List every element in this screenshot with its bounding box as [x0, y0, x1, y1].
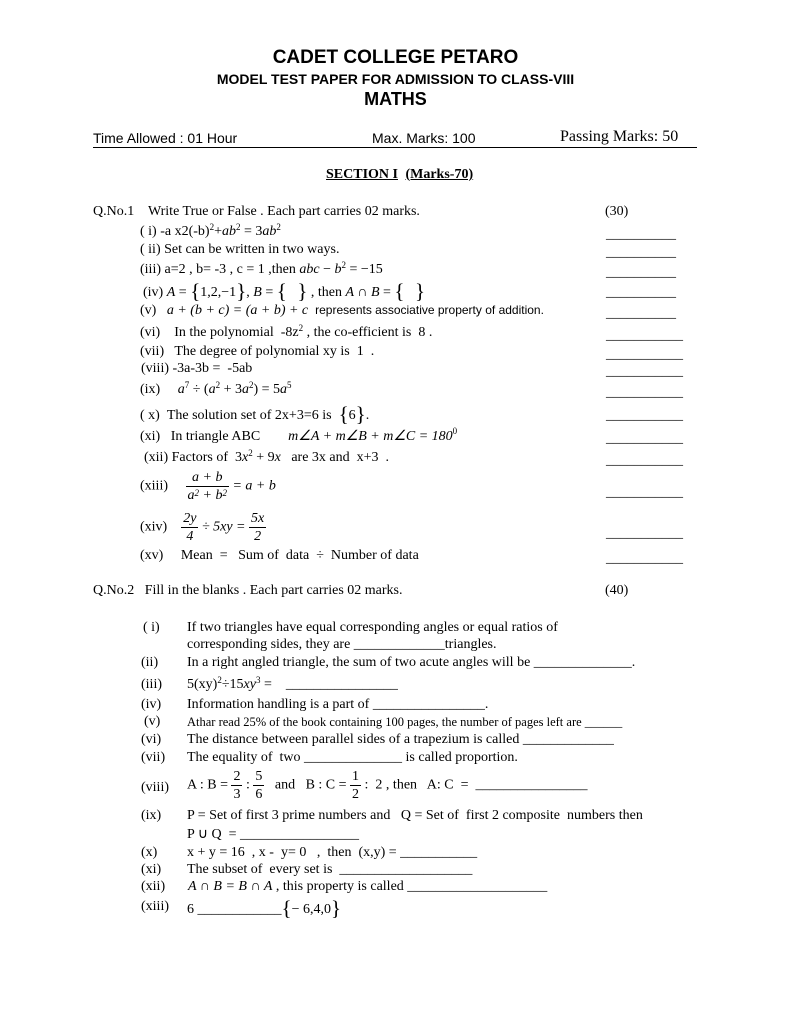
q2-item-xiii: 6 ____________{− 6,4,0}: [187, 896, 342, 920]
q2-item-viii: A : B = $\frac{2}{3}$ : $\frac{5}{6}$ and B : C = $\frac{1}{2}$ : 2 , then A: C = ________________: [187, 769, 588, 802]
q1-item-iii: (iii) a=2 , b= -3 , c = 1 ,then abc − $b^2 = -15$: [140, 260, 383, 277]
school-name: CADET COLLEGE PETARO: [272, 47, 519, 68]
q2-title: Q.No.2 Fill in the blanks . Each part carries 02 marks.: [93, 583, 403, 598]
q1-item-ix: (ix) $a^7 \div (a^2 + 3a^2) = 5a^5$: [140, 380, 292, 397]
q1-item-viii: (viii) -3a-3b = -5ab: [141, 361, 253, 376]
q2-item-num: (vi): [141, 732, 162, 747]
q1-item-xv: (xv) Mean = Sum of data ÷ Number of data: [140, 548, 419, 563]
q2-item-num: (x): [141, 845, 158, 860]
q1-item-ii: ( ii) Set can be written in two ways.: [140, 242, 340, 257]
q1-item-x: ( x) The solution set of 2x+3=6 is {6}.: [140, 402, 370, 426]
q2-item-num: (ix): [141, 808, 162, 823]
q2-item-num: (xi): [141, 862, 162, 877]
q1-item-vii: (vii) The degree of polynomial xy is 1 .: [140, 344, 375, 359]
section-title: SECTION I: [326, 167, 398, 182]
q2-item-ii: In a right angled triangle, the sum of two acute angles will be ______________.: [187, 655, 636, 670]
time-allowed: Time Allowed : 01 Hour: [93, 130, 238, 146]
q2-item-i-line1: If two triangles have equal corresponding angles or equal ratios of: [187, 620, 558, 635]
q2-item-num: (ii): [141, 655, 159, 670]
section-marks: (Marks-70): [405, 167, 474, 182]
q2-item-ix-line2: P ∪ Q = _________________: [187, 827, 360, 842]
section-heading: [326, 167, 473, 183]
q1-marks: (30): [605, 204, 629, 219]
subject-title: MATHS: [364, 89, 427, 109]
q1-answer-blank[interactable]: ___________: [606, 551, 683, 566]
q2-item-vii: The equality of two ______________ is called proportion.: [187, 750, 518, 765]
q2-item-iv: Information handling is a part of ________________.: [187, 697, 489, 712]
q2-item-ix-line1: P = Set of first 3 prime numbers and Q = Set of first 2 composite numbers then: [187, 808, 643, 823]
q1-answer-blank[interactable]: __________: [606, 285, 676, 300]
q2-item-vi: The distance between parallel sides of a trapezium is called _____________: [187, 732, 614, 747]
q1-answer-blank[interactable]: ___________: [606, 385, 683, 400]
q1-item-xiv: (xiv) $\frac{2y}{4}$ ÷ 5xy = $\frac{5x}{2}$: [140, 511, 265, 544]
q1-answer-blank[interactable]: ___________: [606, 453, 683, 468]
q1-answer-blank[interactable]: ___________: [606, 485, 683, 500]
q1-item-i: ( i) -a $x2(-b)^2+ab^2 = 3ab^2$: [140, 222, 281, 239]
passing-marks: Passing Marks: 50: [560, 128, 679, 145]
q1-item-iv: (iv) A = {1,2,−1}, B = { } , then A ∩ B = { }: [143, 279, 426, 303]
q2-item-iii: $5(xy)^2\div 15xy^3$ = ________________: [187, 675, 398, 692]
q1-answer-blank[interactable]: __________: [606, 306, 676, 321]
q2-marks: (40): [605, 583, 629, 598]
q2-item-num: (iv): [141, 697, 162, 712]
q1-answer-blank[interactable]: __________: [606, 245, 676, 260]
q1-answer-blank[interactable]: ___________: [606, 431, 683, 446]
q1-item-xi: (xi) In triangle ABC m∠A + m∠B + m∠C = $180^0$: [140, 426, 458, 444]
q1-answer-blank[interactable]: __________: [606, 227, 676, 242]
q2-item-num: (iii): [141, 677, 162, 692]
q2-item-i-line2: corresponding sides, they are _____________triangles.: [187, 637, 497, 652]
q2-item-num: (xiii): [141, 899, 169, 914]
q2-item-num: ( i): [143, 620, 160, 635]
q1-answer-blank[interactable]: ___________: [606, 408, 683, 423]
q2-item-x: x + y = 16 , x - y= 0 , then (x,y) = ___________: [187, 845, 478, 860]
q1-item-xiii: (xiii) $\frac{a + b}{a^2 + b^2}$ = a + b: [140, 470, 276, 503]
q2-item-xi: The subset of every set is ___________________: [187, 862, 473, 877]
max-marks: Max. Marks: 100: [372, 130, 476, 146]
q2-item-num: (xii): [141, 879, 166, 894]
q1-answer-blank[interactable]: ___________: [606, 328, 683, 343]
q1-item-vi: (vi) In the polynomial $-8z^2$ , the co-efficient is 8 .: [140, 323, 433, 340]
q2-item-num: (v): [144, 714, 161, 729]
q1-item-v: (v) a + (b + c) = (a + b) + c represents associative property of addition.: [140, 303, 544, 318]
paper-title: MODEL TEST PAPER FOR ADMISSION TO CLASS-VIII: [216, 71, 575, 87]
q2-item-xii: A ∩ B = B ∩ A , this property is called ____________________: [188, 879, 548, 894]
q1-answer-blank[interactable]: ___________: [606, 347, 683, 362]
q1-answer-blank[interactable]: ___________: [606, 526, 683, 541]
q1-answer-blank[interactable]: ___________: [606, 364, 683, 379]
q1-item-xii: (xii) Factors of $3x^2 + 9x$ are 3x and x+3 .: [144, 448, 390, 465]
q2-item-num: (vii): [141, 750, 166, 765]
q1-answer-blank[interactable]: __________: [606, 265, 676, 280]
q2-item-v: Athar read 25% of the book containing 100 pages, the number of pages left are ______: [187, 715, 623, 729]
q2-item-num: (viii): [141, 780, 169, 795]
info-line: [93, 128, 697, 148]
q1-title: Q.No.1 Write True or False . Each part carries 02 marks.: [93, 204, 420, 219]
